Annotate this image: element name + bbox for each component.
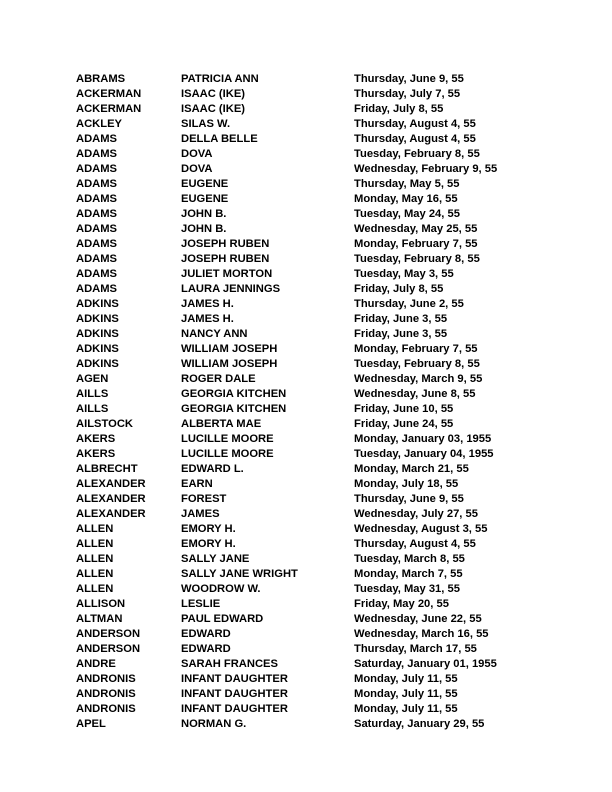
record-row (76, 327, 596, 342)
first-name-cell: JOSEPH RUBEN (181, 238, 270, 250)
first-name-cell: ISAAC (IKE) (181, 88, 246, 100)
last-name-cell: ADAMS (76, 268, 118, 280)
last-name-cell: ADAMS (76, 133, 118, 145)
last-name-cell: ANDERSON (76, 628, 141, 640)
last-name-cell: ALLEN (76, 568, 114, 580)
first-name-cell: EUGENE (181, 178, 229, 190)
date-cell: Friday, June 3, 55 (354, 313, 448, 325)
record-row (76, 237, 596, 252)
date-cell: Thursday, May 5, 55 (354, 178, 460, 190)
first-name-cell: WOODROW W. (181, 583, 261, 595)
date-cell: Wednesday, May 25, 55 (354, 223, 478, 235)
first-name-cell: NORMAN G. (181, 718, 247, 730)
first-name-cell: JULIET MORTON (181, 268, 273, 280)
date-cell: Monday, July 18, 55 (354, 478, 459, 490)
date-cell: Monday, March 21, 55 (354, 463, 469, 475)
date-cell: Wednesday, February 9, 55 (354, 163, 498, 175)
last-name-cell: AILLS (76, 388, 109, 400)
record-row (76, 342, 596, 357)
last-name-cell: ADAMS (76, 223, 118, 235)
last-name-cell: ABRAMS (76, 73, 126, 85)
last-name-cell: ALEXANDER (76, 493, 146, 505)
date-cell: Monday, July 11, 55 (354, 703, 458, 715)
first-name-cell: SALLY JANE (181, 553, 250, 565)
date-cell: Thursday, June 2, 55 (354, 298, 464, 310)
date-cell: Wednesday, August 3, 55 (354, 523, 488, 535)
date-cell: Tuesday, February 8, 55 (354, 148, 480, 160)
record-row (76, 642, 596, 657)
record-row (76, 222, 596, 237)
last-name-cell: ACKERMAN (76, 103, 142, 115)
first-name-cell: LUCILLE MOORE (181, 433, 274, 445)
record-row (76, 717, 596, 732)
record-row (76, 387, 596, 402)
record-row (76, 282, 596, 297)
record-row (76, 447, 596, 462)
date-cell: Thursday, August 4, 55 (354, 538, 476, 550)
date-cell: Wednesday, March 16, 55 (354, 628, 489, 640)
date-cell: Friday, June 10, 55 (354, 403, 454, 415)
date-cell: Thursday, June 9, 55 (354, 493, 464, 505)
last-name-cell: ACKLEY (76, 118, 122, 130)
last-name-cell: ALLEN (76, 538, 114, 550)
last-name-cell: APEL (76, 718, 106, 730)
record-row (76, 192, 596, 207)
last-name-cell: ANDRONIS (76, 703, 136, 715)
date-cell: Tuesday, January 04, 1955 (354, 448, 494, 460)
record-row (76, 552, 596, 567)
date-cell: Thursday, June 9, 55 (354, 73, 464, 85)
last-name-cell: ANDERSON (76, 643, 141, 655)
date-cell: Thursday, July 7, 55 (354, 88, 461, 100)
last-name-cell: AILLS (76, 403, 109, 415)
first-name-cell: WILLIAM JOSEPH (181, 343, 278, 355)
first-name-cell: ISAAC (IKE) (181, 103, 246, 115)
first-name-cell: GEORGIA KITCHEN (181, 388, 287, 400)
record-row (76, 672, 596, 687)
record-row (76, 372, 596, 387)
last-name-cell: AKERS (76, 433, 116, 445)
record-row (76, 432, 596, 447)
last-name-cell: ADAMS (76, 283, 118, 295)
first-name-cell: WILLIAM JOSEPH (181, 358, 278, 370)
date-cell: Saturday, January 01, 1955 (354, 658, 497, 670)
first-name-cell: EARN (181, 478, 213, 490)
first-name-cell: PATRICIA ANN (181, 73, 259, 85)
first-name-cell: PAUL EDWARD (181, 613, 264, 625)
last-name-cell: ANDRONIS (76, 688, 136, 700)
record-row (76, 462, 596, 477)
date-cell: Friday, May 20, 55 (354, 598, 449, 610)
first-name-cell: LAURA JENNINGS (181, 283, 281, 295)
record-row (76, 627, 596, 642)
date-cell: Thursday, August 4, 55 (354, 133, 476, 145)
date-cell: Tuesday, May 31, 55 (354, 583, 460, 595)
last-name-cell: ALEXANDER (76, 478, 146, 490)
record-row (76, 402, 596, 417)
first-name-cell: JOSEPH RUBEN (181, 253, 270, 265)
last-name-cell: ADKINS (76, 328, 119, 340)
first-name-cell: JOHN B. (181, 223, 227, 235)
first-name-cell: EMORY H. (181, 523, 236, 535)
record-row (76, 147, 596, 162)
date-cell: Friday, July 8, 55 (354, 103, 444, 115)
last-name-cell: AILSTOCK (76, 418, 133, 430)
record-row (76, 297, 596, 312)
record-row (76, 507, 596, 522)
record-row (76, 657, 596, 672)
date-cell: Friday, July 8, 55 (354, 283, 444, 295)
date-cell: Thursday, March 17, 55 (354, 643, 477, 655)
record-row (76, 702, 596, 717)
first-name-cell: JOHN B. (181, 208, 227, 220)
date-cell: Thursday, August 4, 55 (354, 118, 476, 130)
last-name-cell: ADAMS (76, 253, 118, 265)
last-name-cell: ADKINS (76, 298, 119, 310)
last-name-cell: ANDRONIS (76, 673, 136, 685)
record-row (76, 417, 596, 432)
date-cell: Monday, January 03, 1955 (354, 433, 492, 445)
first-name-cell: DOVA (181, 148, 213, 160)
date-cell: Friday, June 3, 55 (354, 328, 448, 340)
record-row (76, 267, 596, 282)
first-name-cell: INFANT DAUGHTER (181, 703, 288, 715)
last-name-cell: ADAMS (76, 238, 118, 250)
record-row (76, 162, 596, 177)
date-cell: Wednesday, July 27, 55 (354, 508, 478, 520)
first-name-cell: EDWARD (181, 643, 231, 655)
record-row (76, 612, 596, 627)
record-row (76, 132, 596, 147)
first-name-cell: EDWARD (181, 628, 231, 640)
first-name-cell: JAMES (181, 508, 220, 520)
record-row (76, 87, 596, 102)
record-row (76, 207, 596, 222)
last-name-cell: ACKERMAN (76, 88, 142, 100)
first-name-cell: SILAS W. (181, 118, 231, 130)
last-name-cell: ADAMS (76, 208, 118, 220)
last-name-cell: AKERS (76, 448, 116, 460)
record-row (76, 597, 596, 612)
date-cell: Tuesday, May 3, 55 (354, 268, 454, 280)
last-name-cell: ALBRECHT (76, 463, 138, 475)
date-cell: Monday, July 11, 55 (354, 673, 458, 685)
last-name-cell: ADAMS (76, 178, 118, 190)
first-name-cell: JAMES H. (181, 313, 234, 325)
last-name-cell: ANDRE (76, 658, 116, 670)
date-cell: Monday, March 7, 55 (354, 568, 463, 580)
records-list (76, 72, 596, 732)
last-name-cell: ADKINS (76, 358, 119, 370)
first-name-cell: DELLA BELLE (181, 133, 258, 145)
record-row (76, 117, 596, 132)
first-name-cell: LESLIE (181, 598, 221, 610)
first-name-cell: ROGER DALE (181, 373, 256, 385)
first-name-cell: EDWARD L. (181, 463, 244, 475)
record-row (76, 357, 596, 372)
date-cell: Tuesday, February 8, 55 (354, 253, 480, 265)
first-name-cell: LUCILLE MOORE (181, 448, 274, 460)
date-cell: Monday, February 7, 55 (354, 238, 478, 250)
last-name-cell: ADKINS (76, 343, 119, 355)
last-name-cell: ALEXANDER (76, 508, 146, 520)
first-name-cell: SARAH FRANCES (181, 658, 278, 670)
first-name-cell: INFANT DAUGHTER (181, 673, 288, 685)
record-row (76, 492, 596, 507)
first-name-cell: GEORGIA KITCHEN (181, 403, 287, 415)
record-row (76, 567, 596, 582)
record-row (76, 537, 596, 552)
record-row (76, 102, 596, 117)
date-cell: Wednesday, June 22, 55 (354, 613, 482, 625)
last-name-cell: ADAMS (76, 148, 118, 160)
date-cell: Tuesday, February 8, 55 (354, 358, 480, 370)
first-name-cell: SALLY JANE WRIGHT (181, 568, 298, 580)
first-name-cell: DOVA (181, 163, 213, 175)
date-cell: Monday, February 7, 55 (354, 343, 478, 355)
date-cell: Saturday, January 29, 55 (354, 718, 485, 730)
date-cell: Monday, May 16, 55 (354, 193, 458, 205)
last-name-cell: ADAMS (76, 163, 118, 175)
last-name-cell: ALLEN (76, 523, 114, 535)
first-name-cell: EUGENE (181, 193, 229, 205)
first-name-cell: JAMES H. (181, 298, 234, 310)
first-name-cell: EMORY H. (181, 538, 236, 550)
record-row (76, 312, 596, 327)
last-name-cell: ADAMS (76, 193, 118, 205)
last-name-cell: ADKINS (76, 313, 119, 325)
first-name-cell: NANCY ANN (181, 328, 248, 340)
date-cell: Friday, June 24, 55 (354, 418, 454, 430)
last-name-cell: ALLISON (76, 598, 126, 610)
date-cell: Tuesday, May 24, 55 (354, 208, 460, 220)
record-row (76, 72, 596, 87)
date-cell: Tuesday, March 8, 55 (354, 553, 465, 565)
last-name-cell: AGEN (76, 373, 109, 385)
record-row (76, 687, 596, 702)
last-name-cell: ALTMAN (76, 613, 123, 625)
first-name-cell: FOREST (181, 493, 227, 505)
record-row (76, 177, 596, 192)
record-row (76, 252, 596, 267)
date-cell: Wednesday, March 9, 55 (354, 373, 483, 385)
first-name-cell: ALBERTA MAE (181, 418, 262, 430)
record-row (76, 582, 596, 597)
last-name-cell: ALLEN (76, 583, 114, 595)
record-row (76, 477, 596, 492)
last-name-cell: ALLEN (76, 553, 114, 565)
date-cell: Monday, July 11, 55 (354, 688, 458, 700)
record-row (76, 522, 596, 537)
first-name-cell: INFANT DAUGHTER (181, 688, 288, 700)
date-cell: Wednesday, June 8, 55 (354, 388, 476, 400)
